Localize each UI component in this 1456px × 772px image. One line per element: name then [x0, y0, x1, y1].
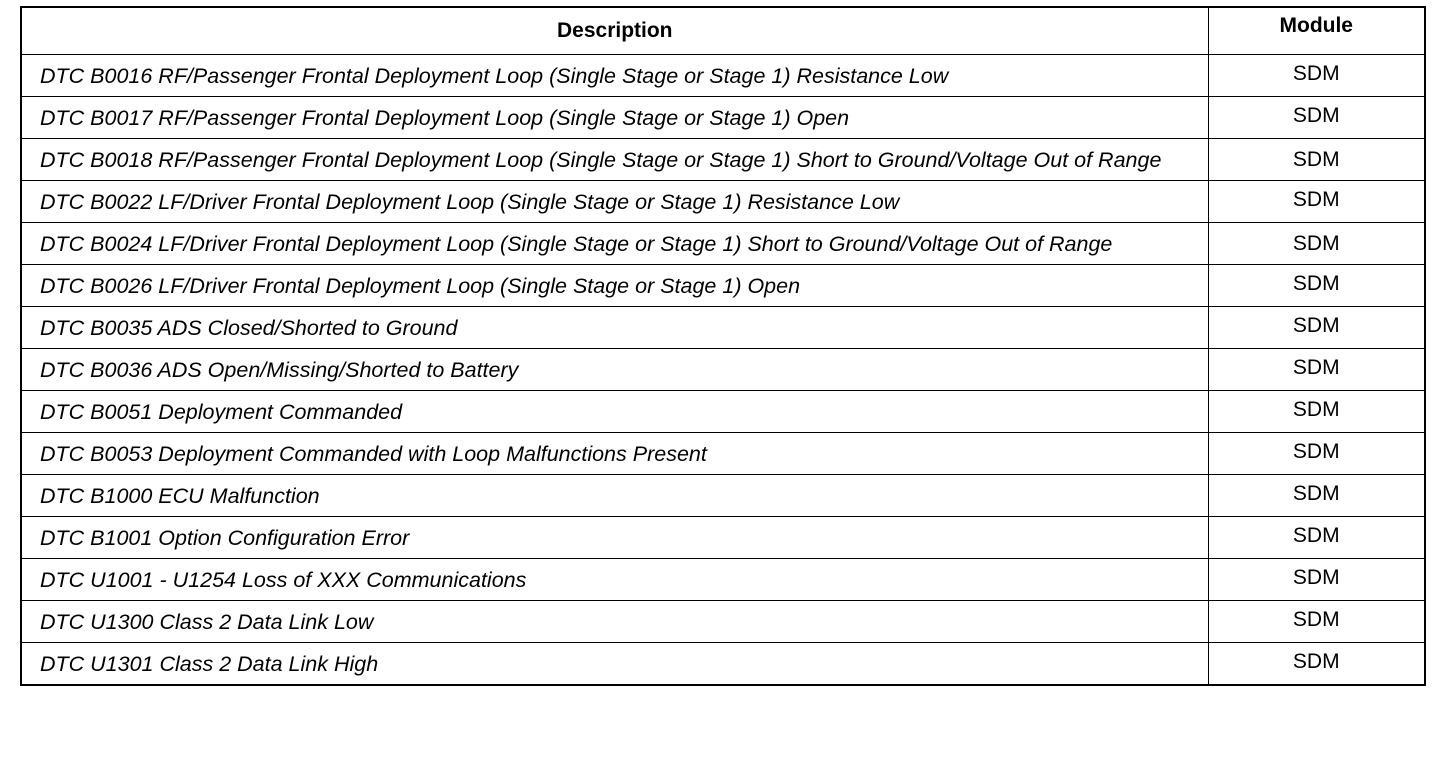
table-row — [21, 223, 1425, 265]
dtc-description-cell: DTC B0018 RF/Passenger Frontal Deployment Loop (Single Stage or Stage 1) Short to Ground/Voltage Out of Range — [21, 139, 1208, 181]
module-cell: SDM — [1208, 433, 1425, 475]
table-row — [21, 55, 1425, 97]
dtc-description-cell: DTC B0035 ADS Closed/Shorted to Ground — [21, 307, 1208, 349]
dtc-description-cell: DTC U1001 - U1254 Loss of XXX Communications — [21, 559, 1208, 601]
module-cell: SDM — [1208, 349, 1425, 391]
table-row — [21, 307, 1425, 349]
table-row — [21, 643, 1425, 686]
dtc-description-cell: DTC B0024 LF/Driver Frontal Deployment Loop (Single Stage or Stage 1) Short to Ground/Voltage Out of Range — [21, 223, 1208, 265]
module-column-header: Module — [1208, 7, 1425, 55]
table-row — [21, 265, 1425, 307]
dtc-description-cell: DTC B0022 LF/Driver Frontal Deployment Loop (Single Stage or Stage 1) Resistance Low — [21, 181, 1208, 223]
table-row — [21, 517, 1425, 559]
module-cell: SDM — [1208, 223, 1425, 265]
module-cell: SDM — [1208, 391, 1425, 433]
dtc-description-cell: DTC B0053 Deployment Commanded with Loop Malfunctions Present — [21, 433, 1208, 475]
dtc-description-cell: DTC B0016 RF/Passenger Frontal Deployment Loop (Single Stage or Stage 1) Resistance Low — [21, 55, 1208, 97]
table-row — [21, 97, 1425, 139]
table-row — [21, 349, 1425, 391]
table-row — [21, 181, 1425, 223]
module-cell: SDM — [1208, 55, 1425, 97]
table-body — [21, 55, 1425, 686]
dtc-description-cell: DTC B0036 ADS Open/Missing/Shorted to Battery — [21, 349, 1208, 391]
module-cell: SDM — [1208, 139, 1425, 181]
dtc-description-cell: DTC U1301 Class 2 Data Link High — [21, 643, 1208, 686]
module-cell: SDM — [1208, 559, 1425, 601]
module-cell: SDM — [1208, 643, 1425, 686]
table-row — [21, 139, 1425, 181]
description-column-header: Description — [21, 7, 1208, 55]
table-row — [21, 601, 1425, 643]
module-cell: SDM — [1208, 97, 1425, 139]
dtc-description-cell: DTC B0026 LF/Driver Frontal Deployment Loop (Single Stage or Stage 1) Open — [21, 265, 1208, 307]
module-cell: SDM — [1208, 265, 1425, 307]
header-row — [21, 7, 1425, 55]
table-row — [21, 559, 1425, 601]
module-cell: SDM — [1208, 517, 1425, 559]
dtc-description-cell: DTC U1300 Class 2 Data Link Low — [21, 601, 1208, 643]
dtc-description-cell: DTC B0017 RF/Passenger Frontal Deployment Loop (Single Stage or Stage 1) Open — [21, 97, 1208, 139]
module-cell: SDM — [1208, 601, 1425, 643]
dtc-description-cell: DTC B1001 Option Configuration Error — [21, 517, 1208, 559]
module-cell: SDM — [1208, 181, 1425, 223]
dtc-description-cell: DTC B0051 Deployment Commanded — [21, 391, 1208, 433]
module-cell: SDM — [1208, 475, 1425, 517]
table-row — [21, 433, 1425, 475]
dtc-table — [20, 6, 1426, 686]
module-cell: SDM — [1208, 307, 1425, 349]
table-row — [21, 391, 1425, 433]
dtc-description-cell: DTC B1000 ECU Malfunction — [21, 475, 1208, 517]
table-row — [21, 475, 1425, 517]
